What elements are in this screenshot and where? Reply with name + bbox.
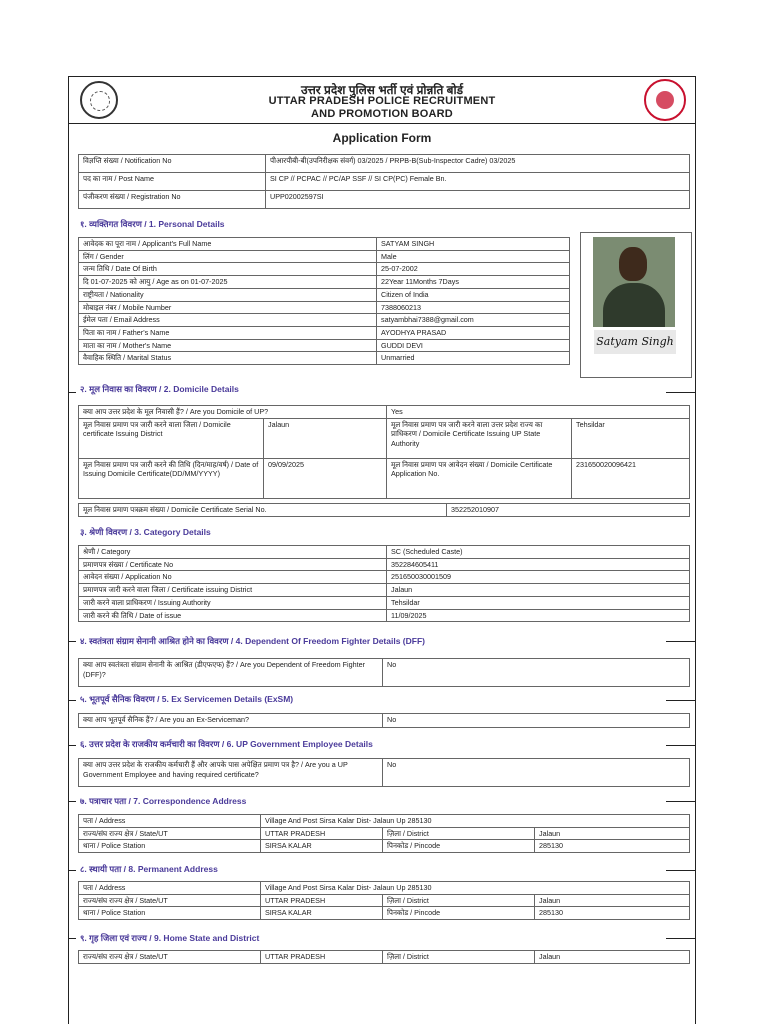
certificate-district-label: प्रमाणपत्र जारी करने वाला जिला / Certificate issuing District bbox=[79, 584, 387, 597]
board-name-hindi: उत्तर प्रदेश पुलिस भर्ती एवं प्रोन्नति बोर्ड bbox=[300, 83, 464, 97]
table-row bbox=[79, 191, 690, 209]
issuing-authority-value: Tehsildar bbox=[387, 596, 690, 609]
home-district-value: Jalaun bbox=[535, 951, 690, 964]
perm-pin-label: पिनकोड / Pincode bbox=[383, 907, 535, 920]
exsm-question: क्या आप भूतपूर्व सैनिक हैं? / Are you an Ex-Serviceman? bbox=[79, 714, 383, 728]
category-table bbox=[78, 545, 690, 622]
perm-police-value: SIRSA KALAR bbox=[261, 907, 383, 920]
govt-employee-answer: No bbox=[383, 759, 690, 787]
perm-district-value: Jalaun bbox=[535, 894, 690, 907]
application-no-label: आवेदन संख्या / Application No bbox=[79, 571, 387, 584]
table-row bbox=[79, 558, 690, 571]
domicile-appno-label: मूल निवास प्रमाण पत्र आवेदन संख्या / Domicile Certificate Application No. bbox=[387, 458, 572, 498]
corr-address-label: पता / Address bbox=[79, 815, 261, 828]
section-permanent-title: ८. स्थायी पता / 8. Permanent Address bbox=[80, 864, 218, 874]
category-label: श्रेणी / Category bbox=[79, 546, 387, 559]
domicile-authority-value: Tehsildar bbox=[572, 418, 690, 458]
table-row bbox=[79, 596, 690, 609]
corr-address-value: Village And Post Sirsa Kalar Dist- Jalaun Up 285130 bbox=[261, 815, 690, 828]
home-state-label: राज्य/संघ राज्य क्षेत्र / State/UT bbox=[79, 951, 261, 964]
perm-district-label: ज़िला / District bbox=[383, 894, 535, 907]
email-value: satyambhai7388@gmail.com bbox=[377, 314, 570, 327]
email-label: ईमेल पता / Email Address bbox=[79, 314, 377, 327]
page-title: Application Form bbox=[332, 131, 432, 145]
gender-label: लिंग / Gender bbox=[79, 250, 377, 263]
domicile-serial-table bbox=[78, 503, 690, 517]
corr-police-value: SIRSA KALAR bbox=[261, 840, 383, 853]
home-state-value: UTTAR PRADESH bbox=[261, 951, 383, 964]
date-of-issue-label: जारी करने की तिथि / Date of issue bbox=[79, 609, 387, 622]
table-row bbox=[79, 155, 690, 173]
table-row bbox=[79, 907, 690, 920]
home-district-label: ज़िला / District bbox=[383, 951, 535, 964]
perm-state-value: UTTAR PRADESH bbox=[261, 894, 383, 907]
issuing-authority-label: जारी करने वाला प्राधिकरण / Issuing Authority bbox=[79, 596, 387, 609]
corr-police-label: थाना / Police Station bbox=[79, 840, 261, 853]
table-row bbox=[79, 840, 690, 853]
domicile-district-label: मूल निवास प्रमाण पत्र जारी करने वाला जिला / Domicile certificate Issuing District bbox=[79, 418, 264, 458]
notification-label: विज्ञप्ति संख्या / Notification No bbox=[79, 155, 266, 173]
dff-table bbox=[78, 658, 690, 687]
dob-label: जन्म तिथि / Date Of Birth bbox=[79, 263, 377, 276]
corr-district-value: Jalaun bbox=[535, 827, 690, 840]
up-government-seal-logo bbox=[644, 79, 686, 121]
table-row bbox=[79, 609, 690, 622]
full-name-label: आवेदक का पूरा नाम / Applicant's Full Name bbox=[79, 238, 377, 251]
notification-value: पीआरपीबी-बी(उपनिरीक्षक संवर्ग) 03/2025 / PRPB-B(Sub-Inspector Cadre) 03/2025 bbox=[266, 155, 690, 173]
domicile-answer: Yes bbox=[387, 406, 690, 419]
nationality-label: राष्ट्रीयता / Nationality bbox=[79, 288, 377, 301]
domicile-table bbox=[78, 405, 690, 499]
domicile-date-label: मूल निवास प्रमाण पत्र जारी करने की तिथि (दिन/माह/वर्ष) / Date of Issuing Domicile Certificate(DD/MM/YYYY) bbox=[79, 458, 264, 498]
table-row bbox=[79, 263, 570, 276]
table-row bbox=[79, 584, 690, 597]
section-domicile-title: २. मूल निवास का विवरण / 2. Domicile Details bbox=[80, 384, 239, 394]
corr-state-value: UTTAR PRADESH bbox=[261, 827, 383, 840]
registration-label: पंजीकरण संख्या / Registration No bbox=[79, 191, 266, 209]
corr-state-label: राज्य/संघ राज्य क्षेत्र / State/UT bbox=[79, 827, 261, 840]
govt-employee-table bbox=[78, 758, 690, 787]
domicile-question: क्या आप उत्तर प्रदेश के मूल निवासी हैं? / Are you Domicile of UP? bbox=[79, 406, 387, 419]
domicile-serial-value: 352252010907 bbox=[447, 504, 690, 517]
domicile-authority-label: मूल निवास प्रमाण पत्र जारी करने वाला उत्तर प्रदेश राज्य का प्राधिकरण / Domicile Certificate Issuing UP State Authority bbox=[387, 418, 572, 458]
perm-state-label: राज्य/संघ राज्य क्षेत्र / State/UT bbox=[79, 894, 261, 907]
mother-name-label: माता का नाम / Mother's Name bbox=[79, 339, 377, 352]
form-header bbox=[68, 76, 696, 124]
category-value: SC (Scheduled Caste) bbox=[387, 546, 690, 559]
table-row bbox=[79, 759, 690, 787]
board-name-line2: AND PROMOTION BOARD bbox=[311, 108, 453, 120]
exsm-answer: No bbox=[383, 714, 690, 728]
perm-address-value: Village And Post Sirsa Kalar Dist- Jalaun Up 285130 bbox=[261, 882, 690, 895]
home-state-table bbox=[78, 950, 690, 964]
table-row bbox=[79, 301, 570, 314]
marital-status-value: Unmarried bbox=[377, 352, 570, 365]
dff-question: क्या आप स्वतंत्रता संग्राम सेनानी के आश्रित (डीएफएफ) हैं? / Are you Dependent of Freedom Fighter (DFF)? bbox=[79, 659, 383, 687]
table-row bbox=[79, 406, 690, 419]
certificate-no-label: प्रमाणपत्र संख्या / Certificate No bbox=[79, 558, 387, 571]
certificate-no-value: 352284605411 bbox=[387, 558, 690, 571]
table-row bbox=[79, 882, 690, 895]
permanent-address-table bbox=[78, 881, 690, 920]
board-name-line1: UTTAR PRADESH POLICE RECRUITMENT bbox=[268, 95, 496, 107]
full-name-value: SATYAM SINGH bbox=[377, 238, 570, 251]
table-row bbox=[79, 951, 690, 964]
marital-status-label: वैवाहिक स्थिति / Marital Status bbox=[79, 352, 377, 365]
nationality-value: Citizen of India bbox=[377, 288, 570, 301]
post-name-value: SI CP // PCPAC // PC/AP SSF // SI CP(PC) Female Bn. bbox=[266, 173, 690, 191]
table-row bbox=[79, 815, 690, 828]
table-row bbox=[79, 714, 690, 728]
exsm-table bbox=[78, 713, 690, 728]
applicant-signature: Satyam Singh bbox=[594, 330, 676, 354]
dob-value: 25-07-2002 bbox=[377, 263, 570, 276]
perm-police-label: थाना / Police Station bbox=[79, 907, 261, 920]
dff-answer: No bbox=[383, 659, 690, 687]
section-govt-employee-title: ६. उत्तर प्रदेश के राजकीय कर्मचारी का विवरण / 6. UP Government Employee Details bbox=[80, 739, 373, 749]
table-row bbox=[79, 288, 570, 301]
domicile-date-value: 09/09/2025 bbox=[264, 458, 387, 498]
date-of-issue-value: 11/09/2025 bbox=[387, 609, 690, 622]
table-row bbox=[79, 352, 570, 365]
section-category-title: ३. श्रेणी विवरण / 3. Category Details bbox=[80, 527, 211, 537]
corr-pin-label: पिनकोड / Pincode bbox=[383, 840, 535, 853]
table-row bbox=[79, 276, 570, 289]
table-row bbox=[79, 546, 690, 559]
domicile-serial-label: मूल निवास प्रमाण पत्रक्रम संख्या / Domicile Certificate Serial No. bbox=[79, 504, 447, 517]
mobile-label: मोबाइल नंबर / Mobile Number bbox=[79, 301, 377, 314]
mother-name-value: GUDDI DEVI bbox=[377, 339, 570, 352]
section-personal-title: १. व्यक्तिगत विवरण / 1. Personal Details bbox=[80, 219, 225, 229]
govt-employee-question: क्या आप उत्तर प्रदेश के राजकीय कर्मचारी हैं और आपके पास अपेक्षित प्रमाण पत्र है? / Are you a UP Government Employee and having required certificate? bbox=[79, 759, 383, 787]
section-exsm-title: ५. भूतपूर्व सैनिक विवरण / 5. Ex Servicemen Details (ExSM) bbox=[80, 694, 294, 704]
certificate-district-value: Jalaun bbox=[387, 584, 690, 597]
top-info-table bbox=[78, 154, 690, 209]
table-row bbox=[79, 173, 690, 191]
table-row bbox=[79, 894, 690, 907]
table-row bbox=[79, 659, 690, 687]
corr-pin-value: 285130 bbox=[535, 840, 690, 853]
domicile-appno-value: 231650020096421 bbox=[572, 458, 690, 498]
correspondence-address-table bbox=[78, 814, 690, 853]
perm-address-label: पता / Address bbox=[79, 882, 261, 895]
registration-value: UPP02002597SI bbox=[266, 191, 690, 209]
age-label: दि 01-07-2025 को आयु / Age as on 01-07-2025 bbox=[79, 276, 377, 289]
table-row bbox=[79, 327, 570, 340]
perm-pin-value: 285130 bbox=[535, 907, 690, 920]
father-name-label: पिता का नाम / Father's Name bbox=[79, 327, 377, 340]
post-name-label: पद का नाम / Post Name bbox=[79, 173, 266, 191]
table-row bbox=[79, 250, 570, 263]
table-row bbox=[79, 458, 690, 498]
table-row bbox=[79, 339, 570, 352]
domicile-district-value: Jalaun bbox=[264, 418, 387, 458]
personal-details-table bbox=[78, 237, 570, 365]
section-dff-title: ४. स्वतंत्रता संग्राम सेनानी आश्रित होने का विवरण / 4. Dependent Of Freedom Fighter Details (DFF) bbox=[80, 636, 425, 646]
corr-district-label: ज़िला / District bbox=[383, 827, 535, 840]
photo-box bbox=[580, 232, 692, 378]
table-row bbox=[79, 504, 690, 517]
age-value: 22Year 11Months 7Days bbox=[377, 276, 570, 289]
table-row bbox=[79, 571, 690, 584]
table-row bbox=[79, 418, 690, 458]
section-correspondence-title: ७. पत्राचार पता / 7. Correspondence Address bbox=[80, 796, 247, 806]
father-name-value: AYODHYA PRASAD bbox=[377, 327, 570, 340]
gender-value: Male bbox=[377, 250, 570, 263]
table-row bbox=[79, 238, 570, 251]
table-row bbox=[79, 827, 690, 840]
table-row bbox=[79, 314, 570, 327]
section-home-title: ९. गृह जिला एवं राज्य / 9. Home State and District bbox=[80, 933, 260, 943]
application-no-value: 251650030001509 bbox=[387, 571, 690, 584]
mobile-value: 7388060213 bbox=[377, 301, 570, 314]
